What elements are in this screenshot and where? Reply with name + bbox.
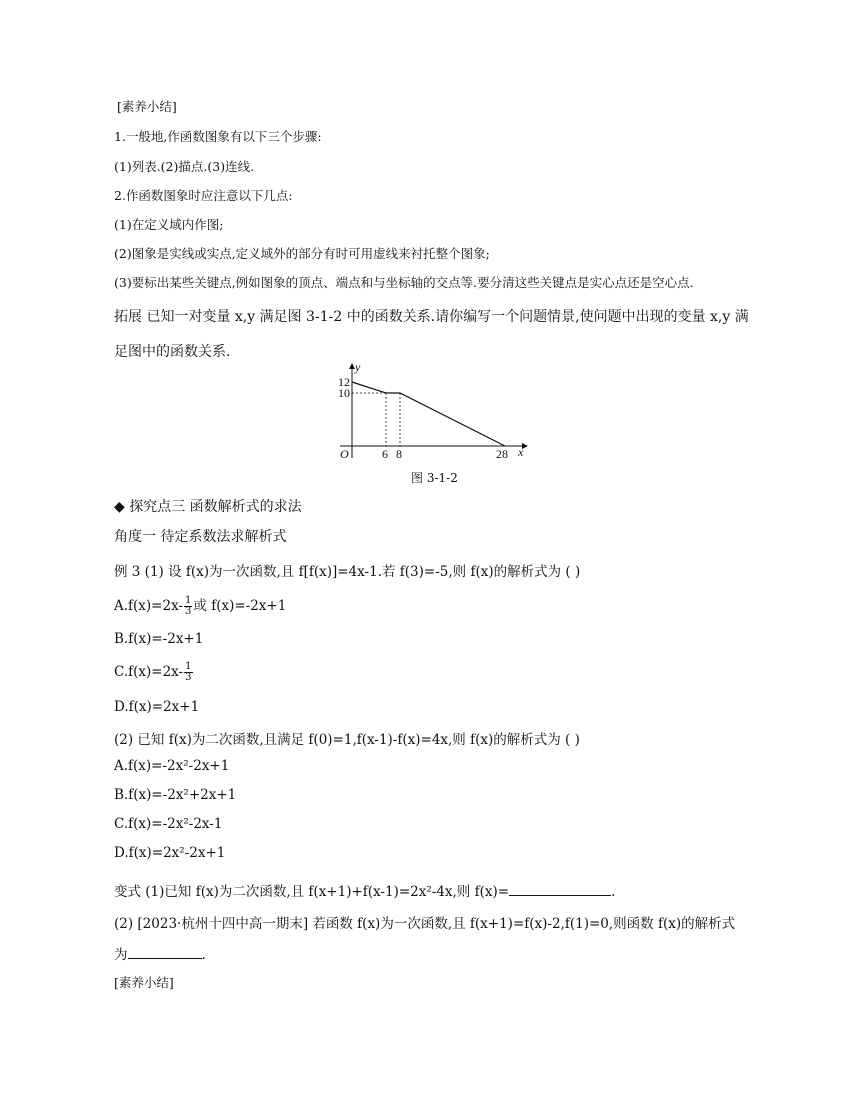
summary-p5: (2)图象是实线或实点,定义域外的部分有时可用虚线来衬托整个图象; <box>114 246 490 261</box>
example3-q1: 例 3 (1) 设 f(x)为一次函数,且 f[f(x)]=4x-1.若 f(3)=-5,则 f(x)的解析式为 ( ) <box>114 564 581 580</box>
fraction-one-third: $\frac{1}{3}$ <box>185 595 192 617</box>
example3-q2-option-c: C.f(x)=-2x²-2x-1 <box>114 816 223 832</box>
x-tick-8: 8 <box>396 447 402 461</box>
example3-q2: (2) 已知 f(x)为二次函数,且满足 f(0)=1,f(x-1)-f(x)=4x,则 f(x)的解析式为 ( ) <box>114 732 580 748</box>
answer-blank[interactable] <box>509 883 611 896</box>
summary2-heading: [素养小结] <box>114 975 174 990</box>
example3-q2-option-b: B.f(x)=-2x²+2x+1 <box>114 787 237 803</box>
fraction-one-third: $\frac{1}{3}$ <box>185 661 192 683</box>
summary-p1: 1.一般地,作函数图象有以下三个步骤: <box>114 129 322 144</box>
extension-line2: 足图中的函数关系. <box>114 344 231 360</box>
variant-q1: 变式 (1)已知 f(x)为二次函数,且 f(x+1)+f(x-1)=2x²-4x,则 f(x)= . <box>114 884 616 900</box>
option-a-post: 或 f(x)=-2x+1 <box>193 598 287 614</box>
y-tick-12: 12 <box>338 375 350 389</box>
variant-q2-line2: 为 . <box>114 947 206 963</box>
summary-heading: [素养小结] <box>117 99 177 114</box>
y-axis-label: y <box>355 360 361 374</box>
x-tick-6: 6 <box>382 447 388 461</box>
variant-q1-text: 变式 (1)已知 f(x)为二次函数,且 f(x+1)+f(x-1)=2x²-4x,则 f(x)= <box>114 884 510 900</box>
y-tick-10: 10 <box>338 386 350 400</box>
x-tick-28: 28 <box>496 447 508 461</box>
option-c-pre: C.f(x)=2x- <box>114 664 184 680</box>
example3-q2-option-a: A.f(x)=-2x²-2x+1 <box>114 758 230 774</box>
option-a-pre: A.f(x)=2x- <box>114 598 184 614</box>
summary-p3: 2.作函数图象时应注意以下几点: <box>114 188 293 203</box>
origin-label: O <box>340 447 349 461</box>
function-graph-figure <box>330 360 530 466</box>
example3-option-b: B.f(x)=-2x+1 <box>114 631 204 647</box>
summary-p2: (1)列表.(2)描点.(3)连线. <box>114 159 255 174</box>
variant-q2-line1: (2) [2023·杭州十四中高一期末] 若函数 f(x)为一次函数,且 f(x+1)=f(x)-2,f(1)=0,则函数 f(x)的解析式 <box>114 916 736 932</box>
example3-option-a <box>114 594 286 617</box>
figure-caption: 图 3-1-2 <box>411 471 458 485</box>
section-title: ◆ 探究点三 函数解析式的求法 <box>114 499 302 515</box>
x-axis-label: x <box>518 445 524 459</box>
summary-p6: (3)要标出某些关键点,例如图象的顶点、端点和与坐标轴的交点等.要分清这些关键点是实心点还是空心点. <box>114 275 694 290</box>
summary-p4: (1)在定义域内作图; <box>114 217 224 232</box>
answer-blank[interactable] <box>128 946 202 959</box>
example3-option-c <box>114 662 194 683</box>
function-line <box>352 382 505 446</box>
extension-line1: 拓展 已知一对变量 x,y 满足图 3-1-2 中的函数关系.请你编写一个问题情景,使问题中出现的变量 x,y 满 <box>114 309 749 325</box>
angle-title: 角度一 待定系数法求解析式 <box>114 529 287 545</box>
example3-option-d: D.f(x)=2x+1 <box>114 699 200 715</box>
example3-q2-option-d: D.f(x)=2x²-2x+1 <box>114 845 226 861</box>
